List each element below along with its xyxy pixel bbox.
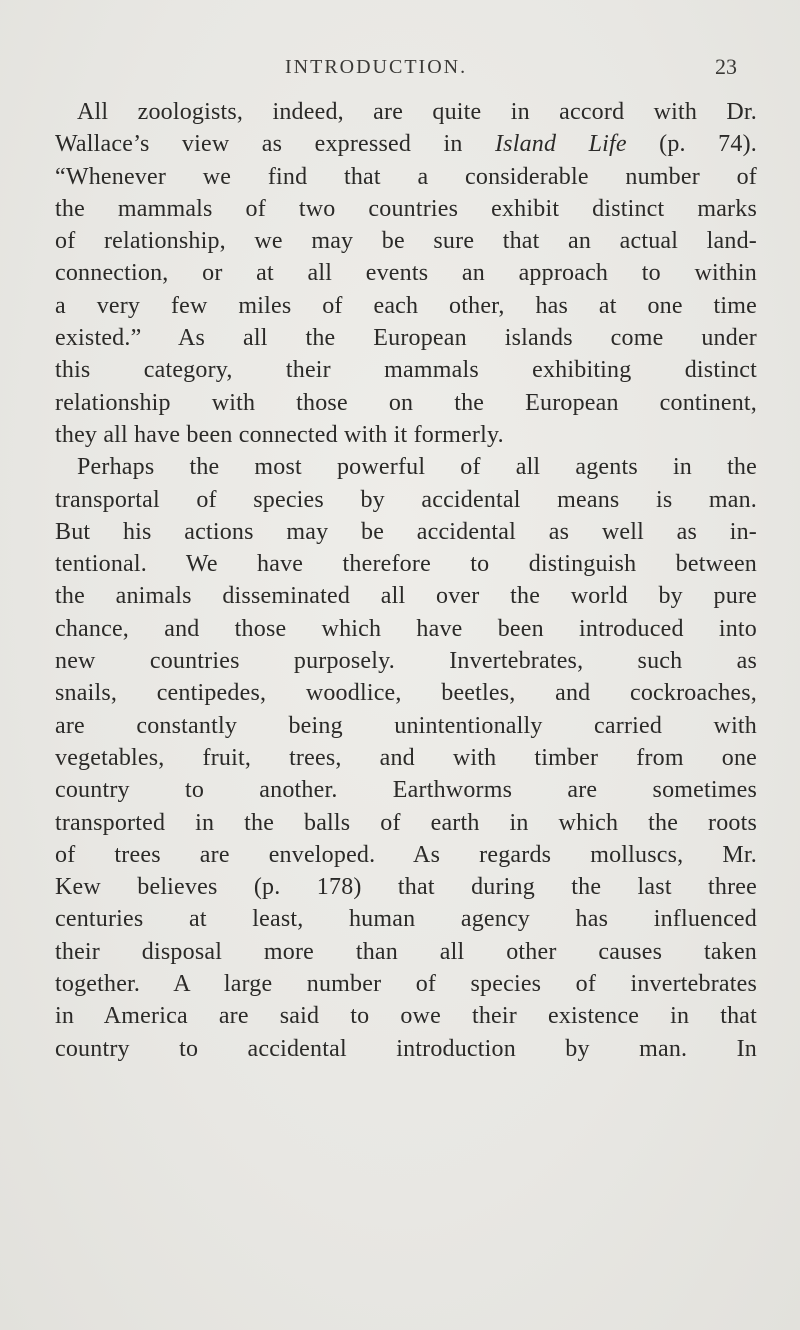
text-line: chance, and those which have been introduced into — [55, 615, 757, 642]
text-line: connection, or at all events an approach to within — [55, 260, 757, 287]
page-header — [0, 56, 800, 86]
text-line: “Whenever we find that a considerable number of — [55, 163, 757, 190]
text-line: vegetables, fruit, trees, and with timber from one — [55, 744, 757, 771]
text-line: snails, centipedes, woodlice, beetles, and cockroaches, — [55, 680, 757, 707]
text-line: centuries at least, human agency has influenced — [55, 906, 757, 933]
text-segment: (p. 74). — [626, 131, 757, 158]
text-line: Kew believes (p. 178) that during the last three — [55, 874, 757, 901]
text-line: together. A large number of species of invertebrates — [55, 971, 757, 998]
body-text — [55, 96, 757, 1065]
text-line: the mammals of two countries exhibit distinct marks — [55, 195, 757, 222]
text-line: they all have been connected with it formerly. — [55, 421, 504, 448]
text-line: their disposal more than all other causes taken — [55, 938, 757, 965]
text-line: a very few miles of each other, has at one time — [55, 292, 757, 319]
text-line: country to another. Earthworms are sometimes — [55, 777, 757, 804]
text-line: transportal of species by accidental means is man. — [55, 486, 757, 513]
text-line: of trees are enveloped. As regards molluscs, Mr. — [55, 841, 757, 868]
text-line: Perhaps the most powerful of all agents in the — [77, 454, 757, 481]
text-segment: Wallace’s view as expressed in — [55, 131, 495, 158]
text-line: relationship with those on the European continent, — [55, 389, 757, 416]
text-line: country to accidental introduction by man. In — [55, 1035, 757, 1062]
text-line: in America are said to owe their existence in that — [55, 1003, 757, 1030]
text-line: But his actions may be accidental as well as in- — [55, 518, 757, 545]
page-number: 23 — [715, 54, 737, 79]
text-line: All zoologists, indeed, are quite in accord with Dr. — [77, 99, 757, 125]
text-line: transported in the balls of earth in which the roots — [55, 809, 757, 836]
book-title: Island Life — [494, 131, 627, 158]
text-line: of relationship, we may be sure that an actual land- — [55, 228, 757, 255]
text-line: are constantly being unintentionally carried with — [55, 712, 757, 739]
text-line: this category, their mammals exhibiting distinct — [55, 357, 757, 384]
running-head: INTRODUCTION. — [285, 56, 468, 78]
text-line — [55, 128, 757, 160]
text-line: new countries purposely. Invertebrates, such as — [55, 648, 757, 675]
text-line: the animals disseminated all over the world by pure — [55, 583, 757, 610]
text-line: tentional. We have therefore to distinguish between — [55, 551, 757, 578]
text-line: existed.” As all the European islands come under — [55, 325, 757, 352]
